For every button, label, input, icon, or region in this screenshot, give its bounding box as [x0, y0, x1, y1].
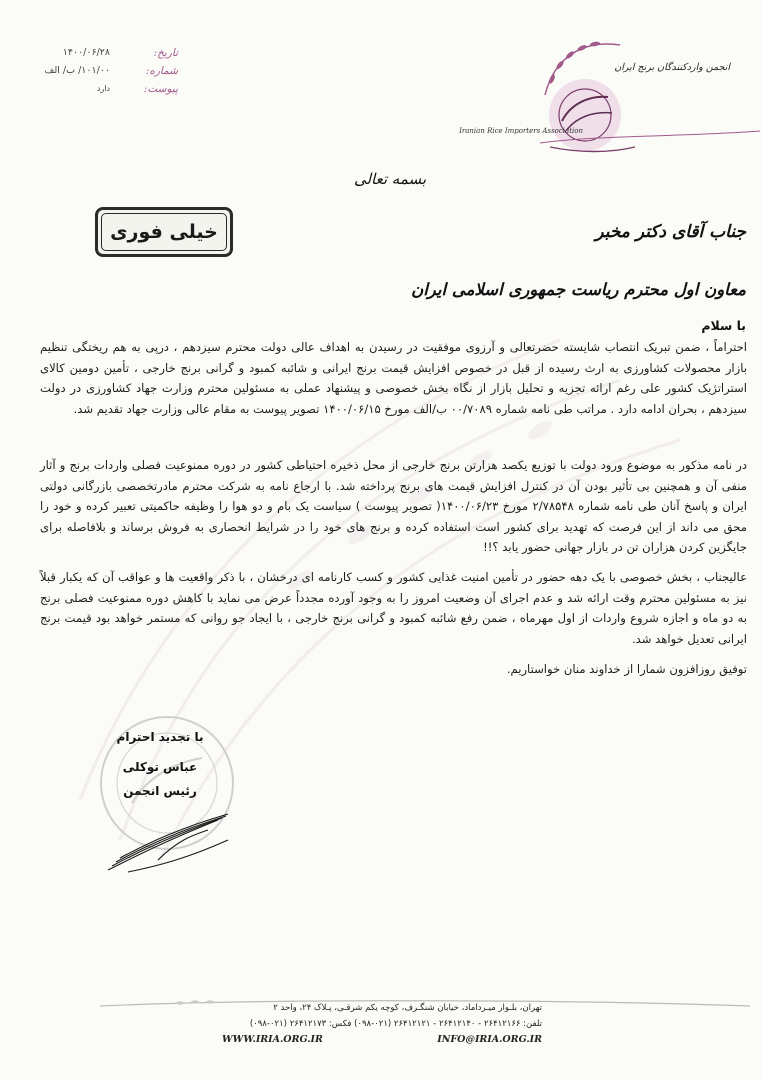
paragraph-3: عالیجناب ، بخش خصوصی با یک دهه حضور در تأمین امنیت غذایی کشور و کسب کارنامه ای درخشان ، با ذکر واقعیت ها و عواقب آن که یکبار قبلاً نیز به مسئولین محترم وقت ارائه شد و عدم اجرای آن وضعیت امروز را به وجود آورده مجدداً عرض می نماید با کاهش دوره ممنوعیت فصلی برنج به دو ماه و اجازه شروع واردات از اول مهرماه ، ضمن رفع شائبه کمبود و گرانی برنج خارجی ، با ایجاد جو روانی که مستمر خواهد بود قیمت برنج ایرانی تعدیل خواهد شد. — [40, 570, 747, 646]
urgent-stamp — [95, 207, 233, 257]
paragraph-1: احتراماً ، ضمن تبریک انتصاب شایسته حضرتعالی و آرزوی موفقیت در رسیدن به اهداف عالی دولت محترم سیزدهم ، درپی به هم ریختگی تنظیم بازار محصولات کشاورزی به ارث رسیده از قبل در خصوص افزایش قیمت برنج ایرانی و شائبه کمبود و گرانی برنج خارجی ، تأمین دومین کالای استراتژیک کشور علی رغم ارائه تجزیه و تحلیل بازار از نگاه بخش خصوصی و پیشنهاد عملی به مسئولین محترم وزارت جهاد کشاورزی در دولت سیزدهم ، بحران ادامه دارد . مراتب طی نامه شماره ۰۰/۷۰۸۹ ب/الف مورخ ۱۴۰۰/۰۶/۱۵ تصویر پیوست به مقام عالی وزارت جهاد تقدیم شد. — [40, 340, 747, 416]
logo-name-en: Iranian Rice Importers Association — [459, 127, 583, 135]
attachment-label: پیوست: — [143, 83, 178, 95]
footer-phones: تلفن: ۲۶۴۱۲۱۶۶ - ۲۶۴۱۲۱۴۰ - ۲۶۴۱۲۱۲۱ (۰۲۱-۰۹۸) فکس: ۲۶۴۱۲۱۷۳ (۰۲۱-۰۹۸) — [249, 1019, 542, 1029]
attachment-value: دارد — [96, 84, 110, 93]
signatory-name: عباس توکلی — [122, 760, 198, 774]
handwritten-signature — [98, 800, 238, 880]
footer-email: INFO@IRIA.ORG.IR — [437, 1034, 542, 1045]
date-value: ۱۴۰۰/۰۶/۲۸ — [62, 47, 110, 58]
greeting: با سلام — [701, 318, 746, 333]
addressee-name: جناب آقای دکتر مخبر — [595, 222, 746, 242]
invocation: بسمه تعالی — [353, 170, 427, 188]
signatory-title: رئیس انجمن — [123, 784, 197, 798]
addressee-title: معاون اول محترم ریاست جمهوری اسلامی ایران — [411, 280, 746, 299]
header-values — [22, 44, 110, 98]
paragraph-2: در نامه مذکور به موضوع ورود دولت با توزیع یکصد هزارتن برنج خارجی از محل ذخیره احتیاطی کشور در دوره ممنوعیت فصلی واردات برنج و آثار منفی آن و همچنین بی تأثیر بودن آن در کنترل افزایش قیمت های برنج پرداخته شد. با ارجاع نامه به شرکت محترم مادرتخصصی بازرگانی دولتی ایران و پاسخ آنان طی نامه شماره ۲/۷۸۵۴۸ مورخ ۱۴۰۰/۰۶/۲۳( تصویر پیوست ) سیاست یک بام و دو هوا را وظیفه حاکمیتی تعبیر کرده و خود را محق می داند از این فرصت که تهدید برای کشور است استفاده کرده و برنج های خود را در شرایط انحصاری به فروش برساند و بلافاصله برای جایگزین کردن هزاران تن در بازار جهانی حضور یابد ؟!! — [40, 458, 747, 555]
association-logo — [540, 35, 760, 165]
number-label: شماره: — [145, 65, 178, 77]
header-labels — [118, 44, 178, 98]
footer-address: تهران، بلـوار میـرداماد، خیابان شنگـرف، کوچه یکم شرقـی، پـلاک ۲۴، واحد ۲ — [273, 1003, 542, 1013]
footer-website: WWW.IRIA.ORG.IR — [222, 1034, 323, 1045]
urgent-stamp-text: خیلی فوری — [101, 213, 227, 251]
number-value: ۱۰۱/۰۰/ ب/ الف — [44, 65, 110, 76]
signature-closing: با تجدید احترام — [116, 730, 204, 744]
paragraph-4: توفیق روزافزون شمارا از خداوند منان خواستاریم. — [506, 662, 747, 676]
logo-name-fa: انجمن واردکنندگان برنج ایران — [614, 62, 730, 73]
date-label: تاریخ: — [153, 47, 178, 59]
